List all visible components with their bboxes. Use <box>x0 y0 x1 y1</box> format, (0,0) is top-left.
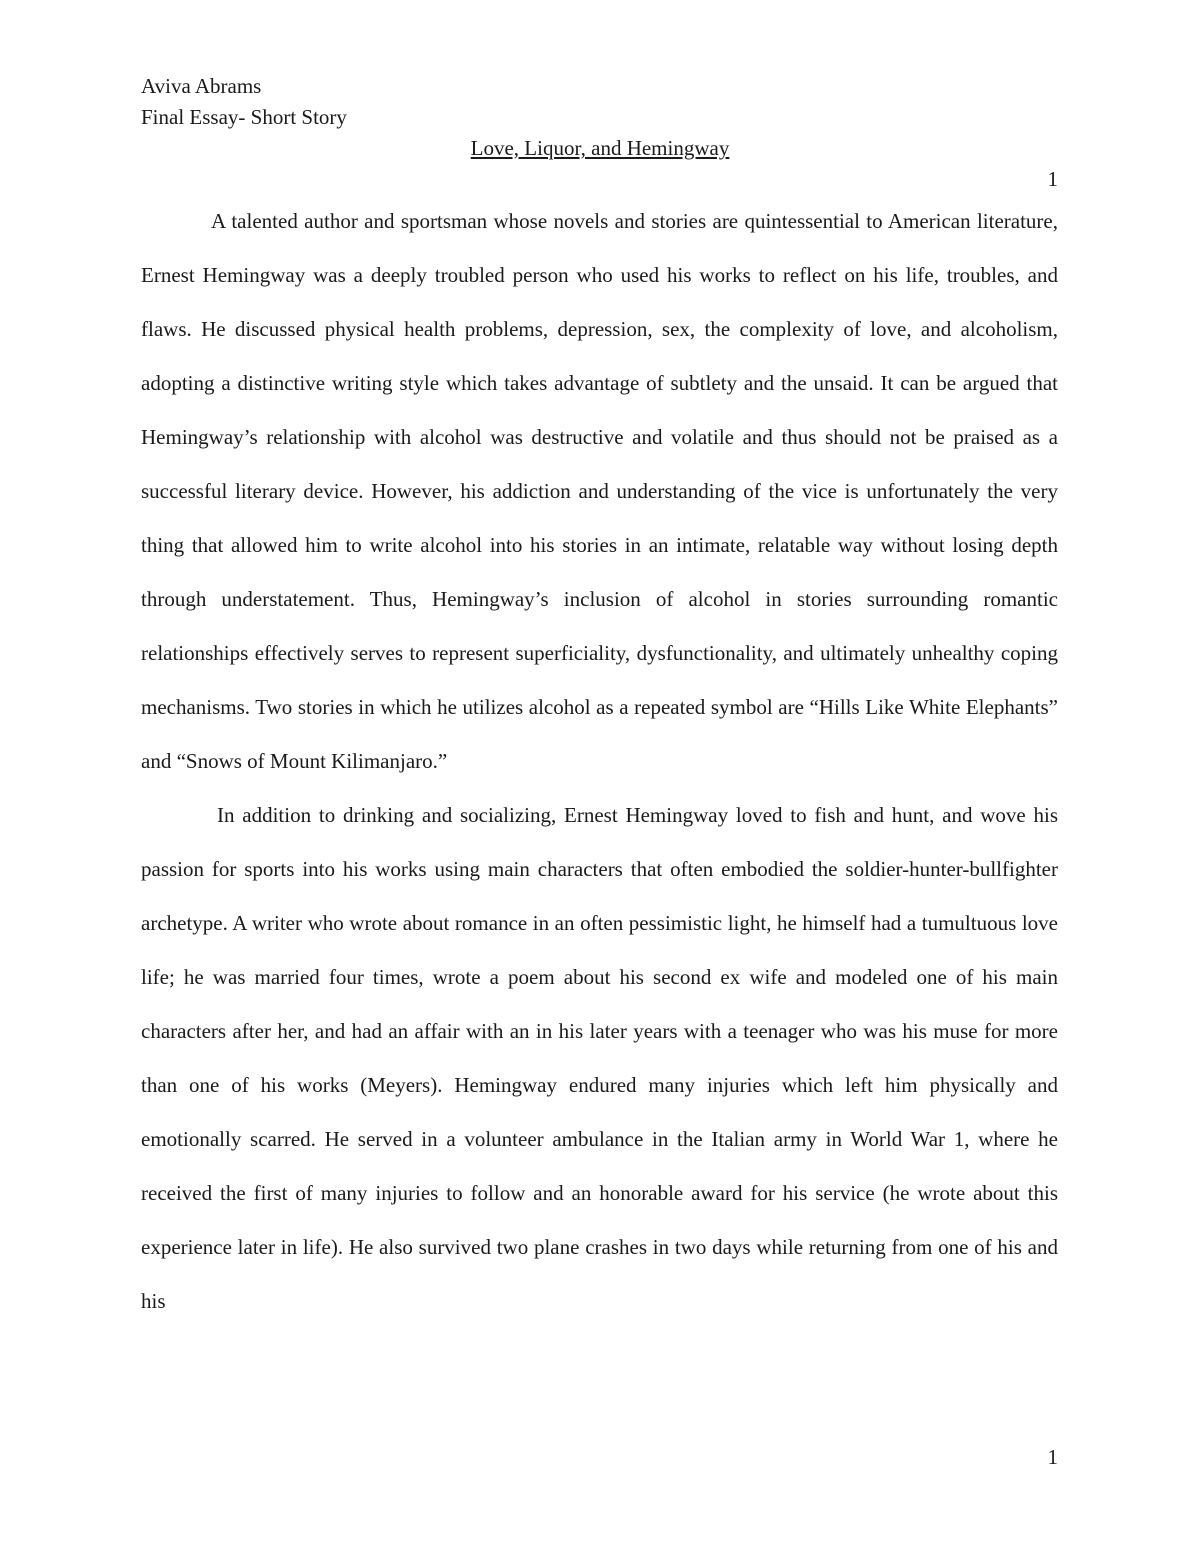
course-label: Final Essay- Short Story <box>141 105 347 129</box>
paragraph-1: A talented author and sportsman whose novels and stories are quintessential to American literature, Ernest Hemingway was a deeply troubled person who used his works to reflect on his life, troubles, and flaws. He discussed physical health problems, depression, sex, the complexity of love, and alcoholism, adopting a distinctive writing style which takes advantage of subtlety and the unsaid. It can be argued that Hemingway’s relationship with alcohol was destructive and volatile and thus should not be praised as a successful literary device. However, his addiction and understanding of the vice is unfortunately the very thing that allowed him to write alcohol into his stories in an intimate, relatable way without losing depth through understatement. Thus, Hemingway’s inclusion of alcohol in stories surrounding romantic relationships effectively serves to represent superficiality, dysfunctionality, and ultimately unhealthy coping mechanisms. Two stories in which he utilizes alcohol as a repeated symbol are “Hills Like White Elephants” and “Snows of Mount Kilimanjaro.” <box>141 209 1058 773</box>
page-number-bottom: 1 <box>1047 1445 1058 1469</box>
essay-title: Love, Liquor, and Hemingway <box>470 136 730 160</box>
author-name: Aviva Abrams <box>141 74 262 98</box>
paragraph-2: In addition to drinking and socializing, Ernest Hemingway loved to fish and hunt, and wove his passion for sports into his works using main characters that often embodied the soldier-hunter-bullfighter archetype. A writer who wrote about romance in an often pessimistic light, he himself had a tumultuous love life; he was married four times, wrote a poem about his second ex wife and modeled one of his main characters after her, and had an affair with an in his later years with a teenager who was his muse for more than one of his works (Meyers). Hemingway endured many injuries which left him physically and emotionally scarred. He served in a volunteer ambulance in the Italian army in World War 1, where he received the first of many injuries to follow and an honorable award for his service (he wrote about this experience later in life). He also survived two plane crashes in two days while returning from one of his and his <box>141 803 1058 1313</box>
essay-body <box>141 194 1058 1328</box>
page-number-top: 1 <box>1047 167 1058 191</box>
